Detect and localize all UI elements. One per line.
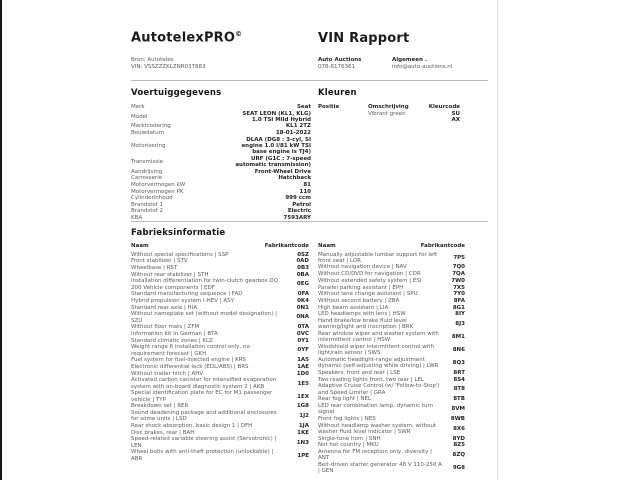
factory-option-code: 1AE <box>297 364 309 371</box>
factory-option-name: Wheel bolts with anti-theft protection (unlockable) | ABR <box>131 449 274 462</box>
factory-option-row <box>131 364 309 370</box>
factory-option-code: 8WB <box>450 415 465 422</box>
spec-value: 7593ARY <box>283 214 311 221</box>
factory-option-code: 1KE <box>297 429 309 436</box>
factory-option-code: 0TA <box>297 324 309 331</box>
factory-option-row <box>318 416 465 422</box>
factory-option-name: Automatic headlight-range adjustment dynamic (self-adjusting while driving) | LWR <box>318 356 439 370</box>
factory-option-code: 0VC <box>296 330 309 337</box>
column-header-naam: Naam <box>318 243 336 249</box>
factory-option-row <box>318 285 465 291</box>
factory-option-row <box>131 291 309 297</box>
dealer-phone: 078-6176361 <box>318 64 355 70</box>
factory-option-name: Standard rear axle | HIA <box>131 304 198 311</box>
factory-option-name: Without navigation device | NAV <box>318 264 407 271</box>
factory-option-name: Disc brakes, rear | BAH <box>131 429 195 436</box>
divider-factory-info <box>131 221 488 222</box>
spec-value: 110 <box>299 188 311 195</box>
factory-option-code: 8N6 <box>452 347 465 354</box>
factory-option-name: Without lane change assistant | SPU <box>318 291 418 298</box>
factory-option-code: 1G8 <box>296 403 309 410</box>
app-logo <box>131 30 242 45</box>
factory-option-name: Rear window wiper and washer system with intermittent control | HSW <box>318 330 439 344</box>
factory-option-name: Without second battery | ZBA <box>318 297 400 304</box>
factory-option-name: Two reading lights front, two rear | LEL <box>318 376 424 383</box>
factory-option-row <box>318 252 465 265</box>
spec-value: Front-Wheel Drive <box>254 168 311 175</box>
spec-label: Aandrijving <box>131 168 163 175</box>
vehicle-spec-row <box>131 111 311 124</box>
factory-option-row <box>318 383 465 396</box>
brand-text: AutotelexPRO <box>131 30 236 46</box>
factory-option-name: Hybrid propulsion system I-HEV | ASY <box>131 297 234 304</box>
factory-option-name: Without floor mats | ZFM <box>131 324 200 331</box>
factory-option-row <box>131 324 309 330</box>
factory-option-row <box>318 396 465 402</box>
spec-label: Motorisering <box>131 142 166 149</box>
factory-option-code: 0BA <box>296 271 309 278</box>
spec-value: DLAA (DG8 : 3-cyl, SI engine 1.0 l/81 kW TSI base engine is TJ4) <box>241 136 311 156</box>
vehicle-spec-row <box>131 182 311 188</box>
factory-option-row <box>318 305 465 311</box>
vehicle-spec-row <box>131 137 311 156</box>
spec-value: SEAT LEON (KL1, KLG) 1.0 TSI Mild Hybrid <box>242 110 311 123</box>
factory-info-left-body <box>131 252 309 462</box>
vehicle-spec-row <box>131 156 311 169</box>
factory-option-row <box>131 403 309 409</box>
factory-option-row <box>318 278 465 284</box>
factory-option-code: 1EX <box>297 393 309 400</box>
general-label: Algemeen . <box>392 57 427 63</box>
spec-value: Electric <box>287 208 311 215</box>
factory-info-right-header <box>318 243 465 250</box>
color-position <box>318 117 368 124</box>
factory-option-code: 7Y0 <box>453 291 465 298</box>
factory-option-code: 0N1 <box>296 304 309 311</box>
factory-option-name: Belt-driven starter generator 48 V 110-250 A | GEN <box>318 461 442 475</box>
factory-option-name: LED rear combination lamp, dynamic turn signal <box>318 402 434 416</box>
factory-option-name: Speakers, front and rear | LSE <box>318 369 401 376</box>
factory-option-code: 9G8 <box>452 465 465 472</box>
factory-option-name: Sound deadening package and additional enclosures for some units | LSD <box>131 410 277 423</box>
dealer-name: Auto Auctions <box>318 57 362 63</box>
factory-option-code: 0YF <box>297 347 309 354</box>
factory-option-name: Windshield wiper intermittent control with light/rain sensor | SWS <box>318 343 434 357</box>
factory-option-row <box>318 298 465 304</box>
factory-option-code: 8Q3 <box>452 360 465 367</box>
factory-option-row <box>318 291 465 297</box>
factory-option-code: 1A5 <box>297 357 309 364</box>
factory-option-name: Standard manufacturing sequence | FAD <box>131 291 243 298</box>
factory-option-name: Rear shock absorption, basic design 1 | DFH <box>131 423 253 430</box>
factory-option-name: Information kit in German | BTA <box>131 330 218 337</box>
factory-option-name: Weight range 6 installation control only, no requirement forecast | GKH <box>131 344 250 357</box>
factory-option-name: Standard climatic zones | KLZ <box>131 337 213 344</box>
spec-value: URF (G1C : 7-speed automatic transmission) <box>235 155 311 169</box>
factory-info-right-body <box>318 252 465 475</box>
spec-value: 18-01-2022 <box>275 130 311 137</box>
factory-option-row <box>131 390 309 403</box>
factory-option-code: 8G1 <box>452 304 465 311</box>
factory-option-row <box>131 265 309 271</box>
factory-option-name: Special identification plate for EC for M1 passenger vehicle | TYP <box>131 390 273 403</box>
vin-line: VIN: VSSZZZKLZNR037883 <box>131 64 206 70</box>
factory-option-code: 1JA <box>298 423 309 430</box>
factory-option-name: Without CD/DVD for navigation | CDR <box>318 271 421 278</box>
factory-option-code: 0AD <box>296 258 309 265</box>
factory-option-code: 1J2 <box>299 413 309 420</box>
factory-option-row <box>318 436 465 442</box>
factory-option-code: 8VM <box>451 406 465 413</box>
factory-option-row <box>318 357 465 370</box>
factory-option-name: LED headlamps with lens | HSW <box>318 311 406 318</box>
factory-option-name: Parallel parking assistant | EPH <box>318 284 404 291</box>
spec-label: Carrosserie <box>131 175 163 182</box>
factory-option-name: Electronic differential lock (EDL/ABS) | BRS <box>131 364 249 371</box>
factory-option-code: 8S4 <box>453 376 465 383</box>
general-contact-block <box>392 57 452 71</box>
section-title-fabrieksinformatie: Fabrieksinformatie <box>131 228 226 238</box>
factory-option-row <box>318 344 465 357</box>
factory-option-code: 7QA <box>452 271 465 278</box>
factory-option-row <box>131 430 309 436</box>
factory-option-name: Without extended safety system | ESI <box>318 277 422 284</box>
vehicle-spec-row <box>131 208 311 214</box>
spec-value: Seat <box>296 104 311 110</box>
factory-option-row <box>131 252 309 258</box>
factory-option-code: 1D0 <box>296 370 309 377</box>
spec-label: Cylinderinhoud <box>131 195 173 202</box>
factory-option-code: 8YD <box>452 435 465 442</box>
factory-option-name: Without trailer hitch | AHV <box>131 370 204 377</box>
factory-option-code: 8ZQ <box>452 452 465 459</box>
factory-option-code: 7Q0 <box>452 264 465 271</box>
colors-table-body <box>318 111 460 124</box>
factory-option-name: Speed-related variable steering assist (Servotronic) | LEN <box>131 436 277 449</box>
factory-option-name: Installation differentiation for twin-clutch gearbox DQ 200 Vehicle components | EDF <box>131 278 278 291</box>
color-code: SU <box>451 110 460 117</box>
spec-label: Brandstof 1 <box>131 201 163 208</box>
source-line: Bron: Autotelex <box>131 57 174 63</box>
factory-option-row <box>131 436 309 449</box>
factory-option-code: 0EG <box>296 281 309 288</box>
dealer-email: info@auto-auctions.nl <box>392 64 453 70</box>
factory-option-row <box>131 357 309 363</box>
factory-option-name: Antenna for FM reception only, diversity | ANT <box>318 449 433 462</box>
factory-option-code: 7P5 <box>453 254 465 261</box>
vehicle-spec-row <box>131 169 311 175</box>
column-header-fabrikantcode: Fabrikantcode <box>264 243 309 249</box>
spec-label: Motorvermogen kW <box>131 181 186 188</box>
factory-option-row <box>131 371 309 377</box>
spec-label: Merk <box>131 104 145 110</box>
factory-option-row <box>131 410 309 423</box>
factory-option-name: Fuel system for fuel-injected engine | KRS <box>131 357 247 364</box>
factory-option-code: 0NA <box>296 314 309 321</box>
color-description <box>368 117 420 124</box>
spec-label: Marktcodering <box>131 123 171 130</box>
factory-option-row <box>131 449 309 462</box>
section-title-kleuren: Kleuren <box>318 88 357 98</box>
factory-info-left-column <box>131 243 309 462</box>
factory-option-row <box>131 272 309 278</box>
column-header-positie: Positie <box>318 104 340 110</box>
factory-option-code: 8M1 <box>451 334 465 341</box>
factory-option-code: 8RT <box>453 369 465 376</box>
spec-label: Model <box>131 113 148 120</box>
colors-table <box>318 104 460 124</box>
factory-option-code: 0K4 <box>297 297 309 304</box>
color-code: AX <box>451 117 460 123</box>
factory-option-code: 0FA <box>297 291 309 298</box>
factory-option-name: Without rear stabilizer | STH <box>131 271 209 278</box>
factory-option-row <box>131 278 309 291</box>
factory-option-name: Front fog lights | NES <box>318 415 376 422</box>
vehicle-spec-row <box>131 195 311 201</box>
factory-option-row <box>318 403 465 416</box>
factory-option-row <box>318 264 465 270</box>
factory-option-row <box>131 331 309 337</box>
factory-option-code: 1E5 <box>297 380 309 387</box>
factory-option-name: Not hot country | MKU <box>318 442 379 449</box>
factory-option-row <box>131 305 309 311</box>
factory-option-row <box>131 338 309 344</box>
spec-value: 999 ccm <box>285 195 311 202</box>
factory-option-row <box>318 449 465 462</box>
factory-option-code: 8FA <box>453 297 465 304</box>
factory-option-name: Wheelbase | RST <box>131 264 178 271</box>
factory-option-code: 0B3 <box>297 264 309 271</box>
spec-value: KL1 2TZ <box>285 123 311 130</box>
column-header-naam: Naam <box>131 243 149 249</box>
factory-option-name: Without nameplate set (without model designation) | SZU <box>131 311 278 324</box>
column-header-kleurcode: Kleurcode <box>428 104 460 110</box>
factory-option-row <box>318 370 465 376</box>
factory-option-code: 7X5 <box>453 284 465 291</box>
factory-option-row <box>318 271 465 277</box>
factory-option-code: 8X6 <box>453 425 465 432</box>
factory-option-code: 8Z5 <box>453 442 465 449</box>
color-row <box>318 117 460 124</box>
factory-option-code: 0SZ <box>297 251 309 258</box>
factory-option-row <box>318 311 465 317</box>
factory-option-name: Without headlamp washer system, without washer fluid level indicator | SWR <box>318 422 437 435</box>
spec-label: KBA <box>131 214 143 221</box>
document-title: VIN Rapport <box>318 31 410 46</box>
factory-option-row <box>131 298 309 304</box>
factory-option-code: 1PE <box>297 452 309 459</box>
factory-option-name: Adaptive Cruise Control (w/ 'Follow-to-Stop') and Speed Limiter | GRA <box>318 383 440 396</box>
factory-option-name: Without special specifications | SSP <box>131 251 229 258</box>
factory-option-name: Front stabilizer | STV <box>131 258 188 265</box>
factory-option-code: 1N3 <box>296 439 309 446</box>
factory-option-row <box>131 344 309 357</box>
spec-value: Hatchback <box>278 175 311 182</box>
section-title-voertuiggegevens: Voertuiggegevens <box>131 88 222 98</box>
spec-label: Transmissie <box>131 159 164 165</box>
vehicle-spec-row <box>131 202 311 208</box>
factory-option-code: 8IY <box>455 311 465 318</box>
spec-value: 81 <box>303 181 311 188</box>
factory-info-left-header <box>131 243 309 250</box>
factory-option-code: 8TB <box>453 396 465 403</box>
factory-option-row <box>318 462 465 475</box>
spec-label: Motorvermogen PK <box>131 188 184 195</box>
factory-info-right-column <box>318 243 465 475</box>
factory-option-row <box>131 423 309 429</box>
factory-option-name: Rear fog light | NEL <box>318 396 372 403</box>
factory-option-code: 8J3 <box>455 321 465 328</box>
divider-header <box>131 80 488 81</box>
factory-option-code: 7W0 <box>451 277 465 284</box>
factory-option-row <box>318 423 465 436</box>
column-header-fabrikantcode: Fabrikantcode <box>420 243 465 249</box>
color-description: Vibrant green <box>368 110 406 117</box>
factory-option-row <box>318 377 465 383</box>
vehicle-spec-table <box>131 104 311 222</box>
factory-option-row <box>318 318 465 331</box>
scan-edge-artifact <box>0 0 2 480</box>
vehicle-spec-row <box>131 175 311 181</box>
copyright-mark: © <box>235 30 243 38</box>
scan-page-border <box>497 0 498 480</box>
factory-option-name: High beam assistant | LIA <box>318 304 389 311</box>
source-block <box>131 57 206 71</box>
factory-option-row <box>131 311 309 324</box>
factory-option-row <box>131 377 309 390</box>
factory-option-name: Activated carbon canister for intensified evaporation system with on-board diagnostic system 2 | AKB <box>131 377 277 390</box>
spec-value: Petrol <box>292 201 311 208</box>
factory-option-name: Breakdown set | RER <box>131 403 189 410</box>
factory-option-code: 0Y1 <box>297 337 309 344</box>
factory-option-code: 8T8 <box>453 386 465 393</box>
factory-option-row <box>318 442 465 448</box>
vehicle-spec-row <box>131 104 311 110</box>
vehicle-spec-row <box>131 130 311 136</box>
factory-option-name: Manually adjustable lumbar support for left front seat | LOR <box>318 251 438 264</box>
vehicle-spec-row <box>131 189 311 195</box>
spec-label: Bouwdatum <box>131 130 164 137</box>
column-header-omschrijving: Omschrijving <box>368 104 409 110</box>
factory-option-row <box>318 331 465 344</box>
factory-option-row <box>131 258 309 264</box>
spec-label: Brandstof 2 <box>131 208 163 215</box>
factory-option-name: Single-tone horn | SNH <box>318 435 381 442</box>
factory-option-name: Hand brake/low brake fluid level warning/light and inscription | BRK <box>318 317 414 331</box>
dealer-contact-block <box>318 57 361 71</box>
vehicle-spec-row <box>131 123 311 129</box>
